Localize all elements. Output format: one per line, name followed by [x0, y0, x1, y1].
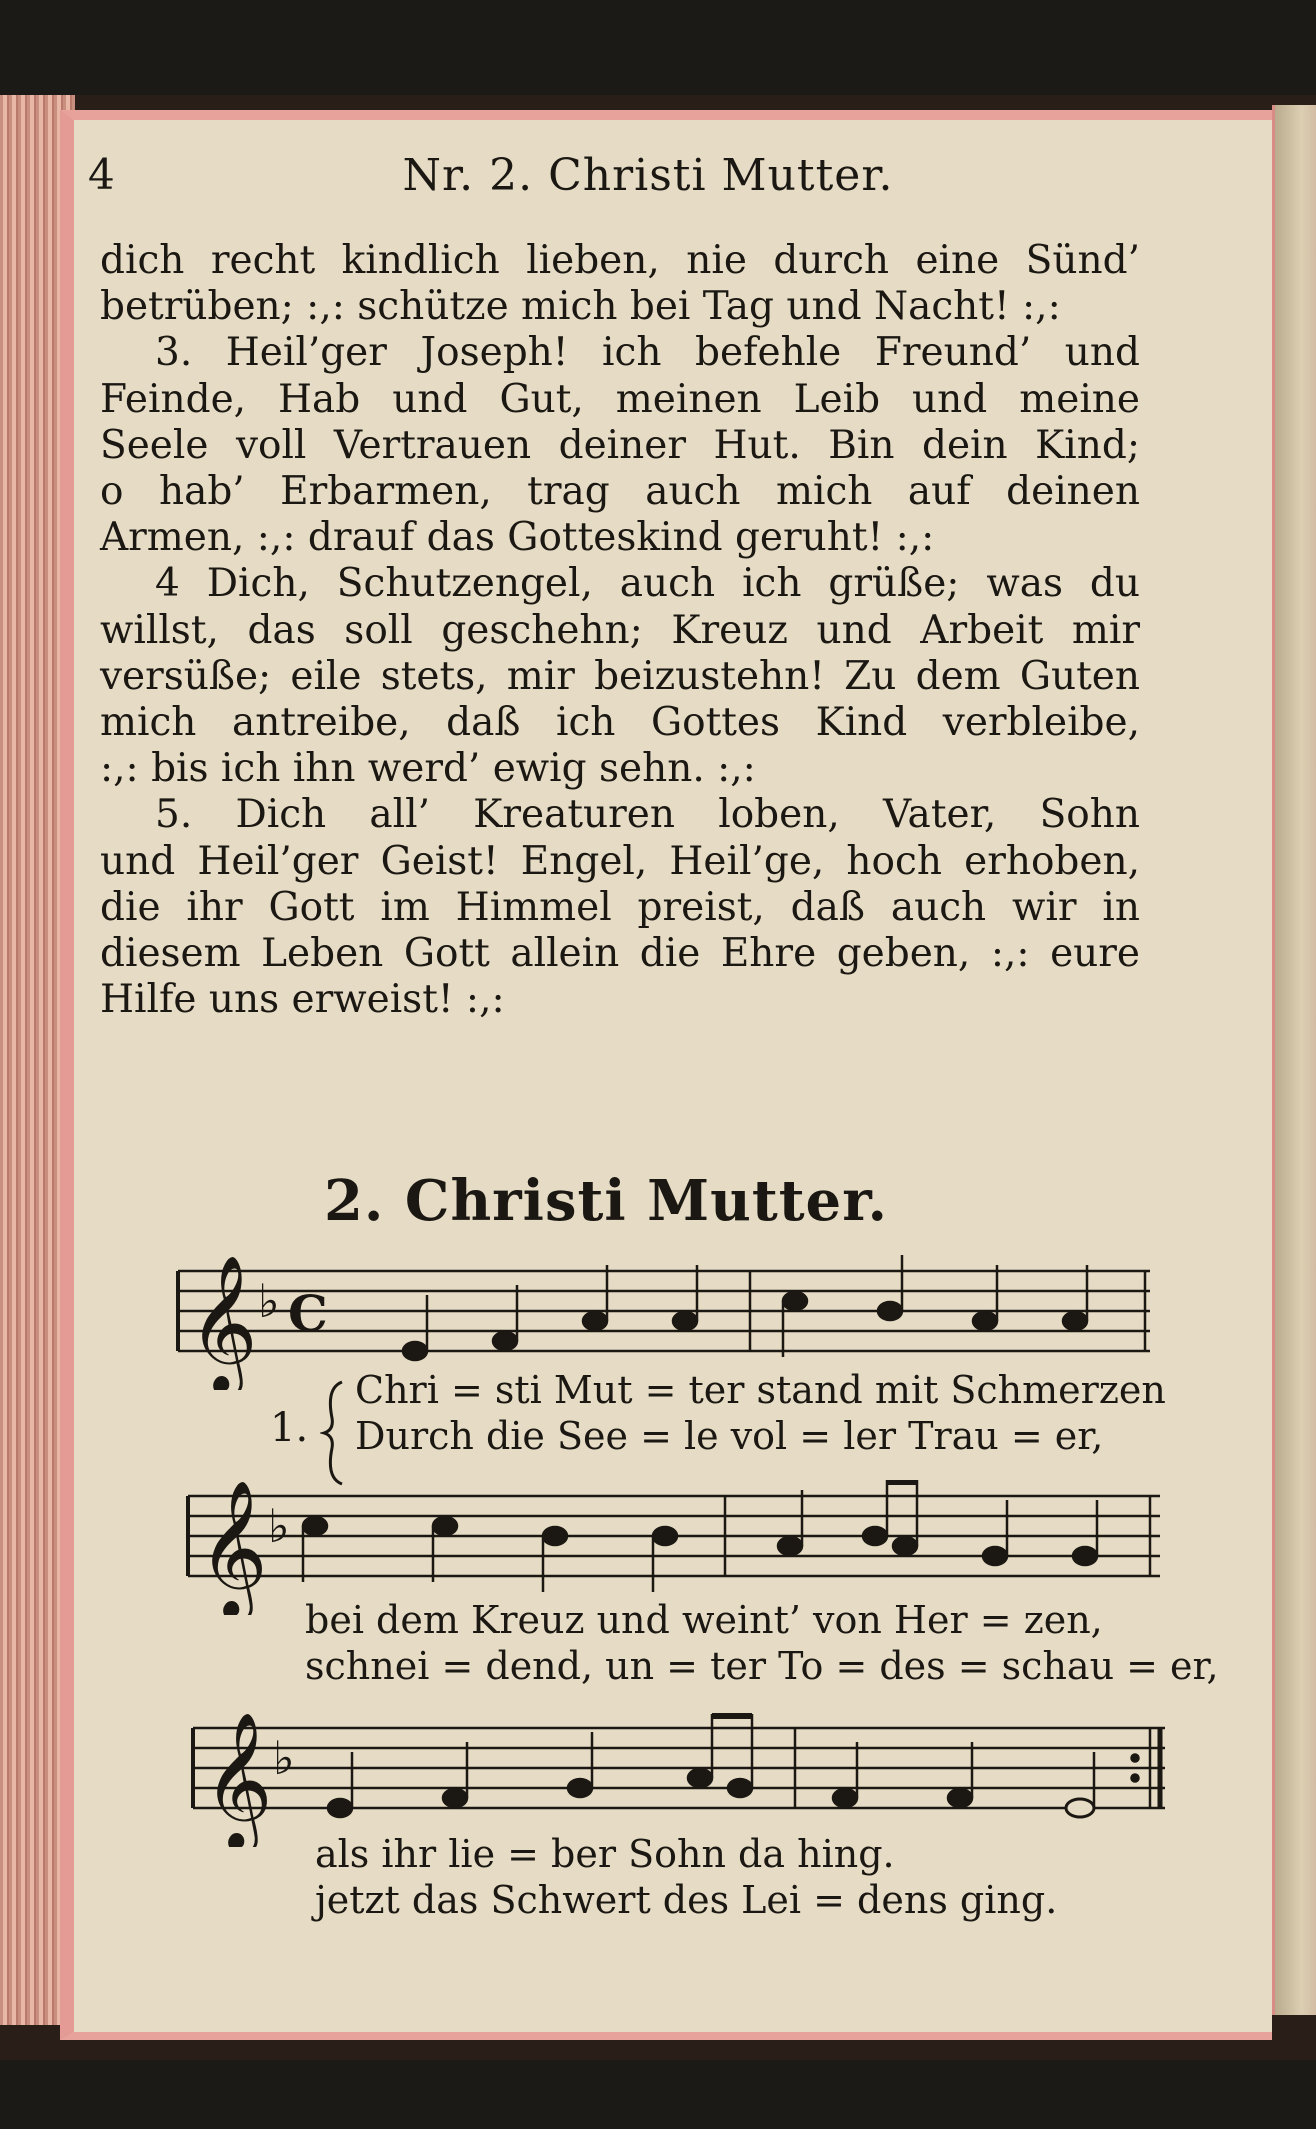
flat-key-signature-icon: ♭ [258, 1274, 280, 1328]
lyric-line-2-verse-1: bei dem Kreuz und weint’ von Her = zen, [305, 1598, 1103, 1642]
hymn-text-body [100, 238, 1140, 1023]
text-line: Hilfe uns erweist! :,: [100, 977, 505, 1023]
text-line: 5. Dich all’ Kreaturen loben, Vater, Sohn [155, 792, 1140, 838]
flat-key-signature-icon: ♭ [273, 1731, 295, 1785]
text-line: dich recht kindlich lieben, nie durch eine Sünd’ [100, 238, 1140, 283]
text-line: o hab’ Erbarmen, trag auch mich auf deinen [100, 469, 1140, 515]
text-line: und Heil’ger Geist! Engel, Heil’ge, hoch erhoben, [100, 838, 1140, 884]
text-line: Armen, :,: drauf das Gotteskind geruht! :,: [100, 515, 935, 561]
text-line: mich antreibe, daß ich Gottes Kind verbleibe, [100, 700, 1140, 746]
lyric-line-3-verse-1: als ihr lie = ber Sohn da hing. [315, 1832, 895, 1876]
treble-clef-icon: 𝄞 [203, 1712, 273, 1847]
verse-number: 1. [270, 1405, 309, 1451]
lyric-line-1-verse-2: Durch die See = le vol = ler Trau = er, [355, 1414, 1104, 1458]
text-line: 3. Heil’ger Joseph! ich befehle Freund’ und [155, 330, 1140, 376]
text-line: willst, das soll geschehn; Kreuz und Arbeit mir [100, 607, 1140, 653]
text-line: betrüben; :,: schütze mich bei Tag und Nacht! :,: [100, 284, 1061, 330]
lyric-line-3-verse-2: jetzt das Schwert des Lei = dens ging. [315, 1878, 1058, 1922]
flat-key-signature-icon: ♭ [268, 1499, 290, 1553]
running-head-title: Nr. 2. Christi Mutter. [402, 150, 894, 201]
treble-clef-icon: 𝄞 [188, 1255, 258, 1390]
music-staff-2 [180, 1480, 1170, 1615]
text-line: Feinde, Hab und Gut, meinen Leib und meine [100, 376, 1140, 422]
page-number: 4 [88, 150, 115, 199]
common-time-icon: C [288, 1284, 328, 1343]
text-line: 4 Dich, Schutzengel, auch ich grüße; was du [155, 561, 1140, 607]
next-page-edge [1272, 105, 1316, 2015]
verse-brace-icon [320, 1378, 350, 1488]
treble-clef-icon: 𝄞 [198, 1480, 268, 1615]
song-title: 2. Christi Mutter. [323, 1168, 889, 1234]
text-line: Seele voll Vertrauen deiner Hut. Bin dein Kind; [100, 422, 1140, 468]
music-staff-3 [185, 1712, 1175, 1847]
text-line: versüße; eile stets, mir beizustehn! Zu dem Guten [100, 653, 1140, 699]
lyric-line-2-verse-2: schnei = dend, un = ter To = des = schau = er, [305, 1644, 1219, 1688]
text-line: :,: bis ich ihn werd’ ewig sehn. :,: [100, 746, 756, 792]
running-head [88, 150, 1208, 240]
lyric-line-1-verse-1: Chri = sti Mut = ter stand mit Schmerzen [355, 1368, 1166, 1412]
text-line: diesem Leben Gott allein die Ehre geben, :,: eure [100, 931, 1140, 977]
text-line: die ihr Gott im Himmel preist, daß auch wir in [100, 884, 1140, 930]
